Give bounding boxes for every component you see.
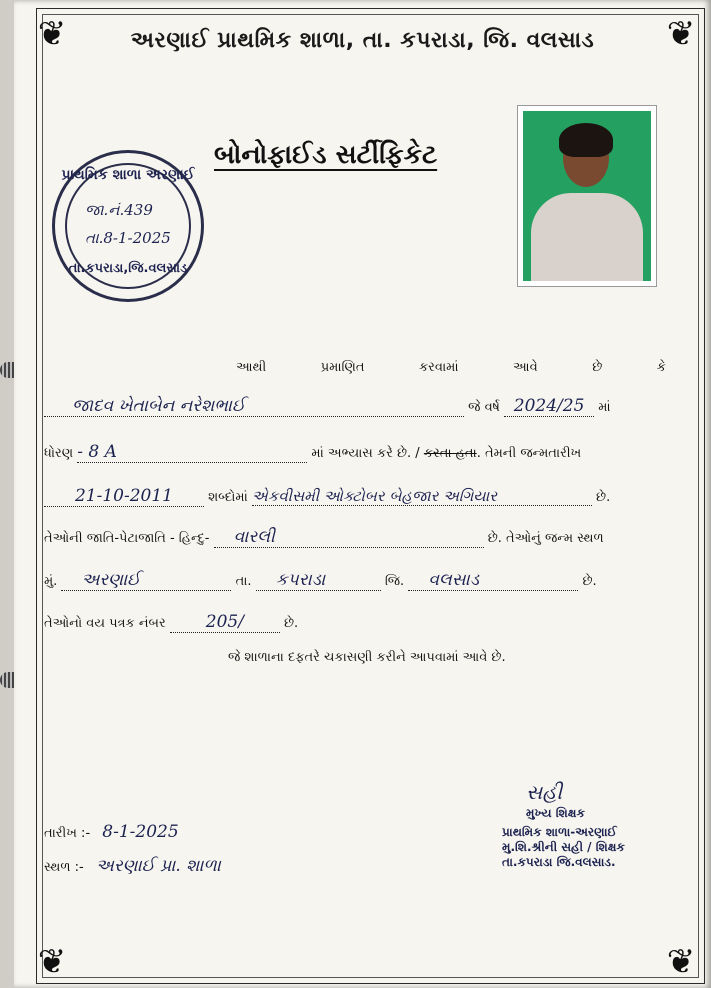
intro-word-2: પ્રમાણિત xyxy=(320,360,365,375)
birth-place-line xyxy=(44,570,674,591)
register-suffix: છે. xyxy=(283,616,299,631)
birth-place-district: વલસાડ xyxy=(408,570,578,591)
photo-figure-body xyxy=(531,193,643,281)
class-line xyxy=(44,442,674,463)
corner-ornament-bottom-right: ❦ xyxy=(666,942,696,982)
caste-prefix: તેઓની જાતિ-પેટાજાતિ - હિન્દુ- xyxy=(44,531,210,546)
register-line xyxy=(44,612,674,633)
year-prefix: જે વર્ષ xyxy=(468,400,500,415)
class-suffix-2: . તેમની જન્મતારીખ xyxy=(476,446,582,461)
academic-year: 2024/25 xyxy=(504,396,594,417)
student-name: જાદવ ખેતાબેન નરેશભાઈ xyxy=(44,396,464,417)
signatory-stamp-line-1: પ્રાથમિક શાળા-અરણાઈ xyxy=(502,825,617,839)
class-struck-text: કરતા હતા xyxy=(423,446,477,461)
intro-word-4: આવે xyxy=(513,360,538,375)
signatory-stamp-line-2: મુ.શિ.શ્રીની સહી / શિક્ષક xyxy=(502,840,625,854)
principal-signature: સહી xyxy=(526,780,563,804)
birth-place-village: અરણાઈ xyxy=(61,570,231,591)
intro-word-3: કરવામાં xyxy=(418,360,459,375)
stamp-number-line: જા.નં.439 xyxy=(85,201,153,219)
school-name: અરણાઈ પ્રાથમિક શાળા, તા. કપરાડા, જિ. વલસાડ xyxy=(130,28,595,53)
student-photo xyxy=(517,105,657,287)
year-suffix: માં xyxy=(598,400,611,415)
signatory-stamp-line-3: તા.કપરાડા જિ.વલસાડ. xyxy=(502,855,616,869)
class-prefix: ધોરણ xyxy=(44,446,74,461)
date-of-birth: 21-10-2011 xyxy=(44,486,204,507)
issue-place-line xyxy=(44,856,221,876)
caste-suffix: છે. તેઓનું જન્મ સ્થળ xyxy=(487,531,604,546)
certificate-page xyxy=(14,0,711,988)
class-suffix-1: માં અભ્યાસ કરે છે. / xyxy=(311,446,420,461)
register-prefix: તેઓનો વય પત્રક નંબર xyxy=(44,616,166,631)
intro-word-1: આથી xyxy=(236,360,267,375)
issue-place-label: સ્થળ :- xyxy=(44,860,84,875)
caste-line xyxy=(44,527,674,548)
photo-background xyxy=(523,111,651,281)
place-suffix: છે. xyxy=(582,574,597,589)
verification-line: જે શાળાના દફતરે ચકાસણી કરીને આપવામાં આવે છે. xyxy=(228,650,506,665)
taluka-prefix: તા. xyxy=(235,574,252,589)
intro-line xyxy=(236,360,666,375)
intro-word-6: કે xyxy=(656,360,666,375)
corner-ornament-top-right: ❦ xyxy=(666,14,696,54)
signatory-block xyxy=(502,780,692,870)
photo-figure-hair xyxy=(559,123,613,157)
dob-line xyxy=(44,486,674,507)
dob-words-prefix: શબ્દોમાં xyxy=(208,490,248,505)
dob-in-words: એકવીસમી ઓક્ટોબર બેહજાર અગિયાર xyxy=(252,487,592,506)
corner-ornament-bottom-left: ❦ xyxy=(37,942,67,982)
register-number: 205/ xyxy=(170,612,280,633)
issue-place: અરણાઈ પ્રા. શાળા xyxy=(95,856,221,876)
caste-value: વારલી xyxy=(214,527,484,548)
school-round-stamp xyxy=(52,150,204,302)
stamp-bottom-text: તા.કપરાડા,જિ.વલસાડ xyxy=(68,261,188,276)
corner-ornament-top-left: ❦ xyxy=(37,14,67,54)
issue-date-line xyxy=(44,822,179,842)
issue-date-label: તારીખ :- xyxy=(44,826,91,841)
student-name-line xyxy=(44,396,664,417)
certificate-title: બોનોફાઈડ સર્ટીફિકેટ xyxy=(214,140,438,170)
intro-word-5: છે xyxy=(592,360,603,375)
stamp-date-line: તા.8-1-2025 xyxy=(85,229,171,247)
dob-words-suffix: છે. xyxy=(596,490,611,505)
stamp-top-text: પ્રાથમિક શાળા અરણાઈ xyxy=(61,167,195,183)
issue-date: 8-1-2025 xyxy=(102,822,179,842)
birth-place-prefix: મું. xyxy=(44,574,58,589)
birth-place-taluka: કપરાડા xyxy=(256,570,381,591)
district-prefix: જિ. xyxy=(384,574,405,589)
class-value: - 8 A xyxy=(77,442,307,463)
signatory-title: મુખ્ય શિક્ષક xyxy=(526,806,585,820)
